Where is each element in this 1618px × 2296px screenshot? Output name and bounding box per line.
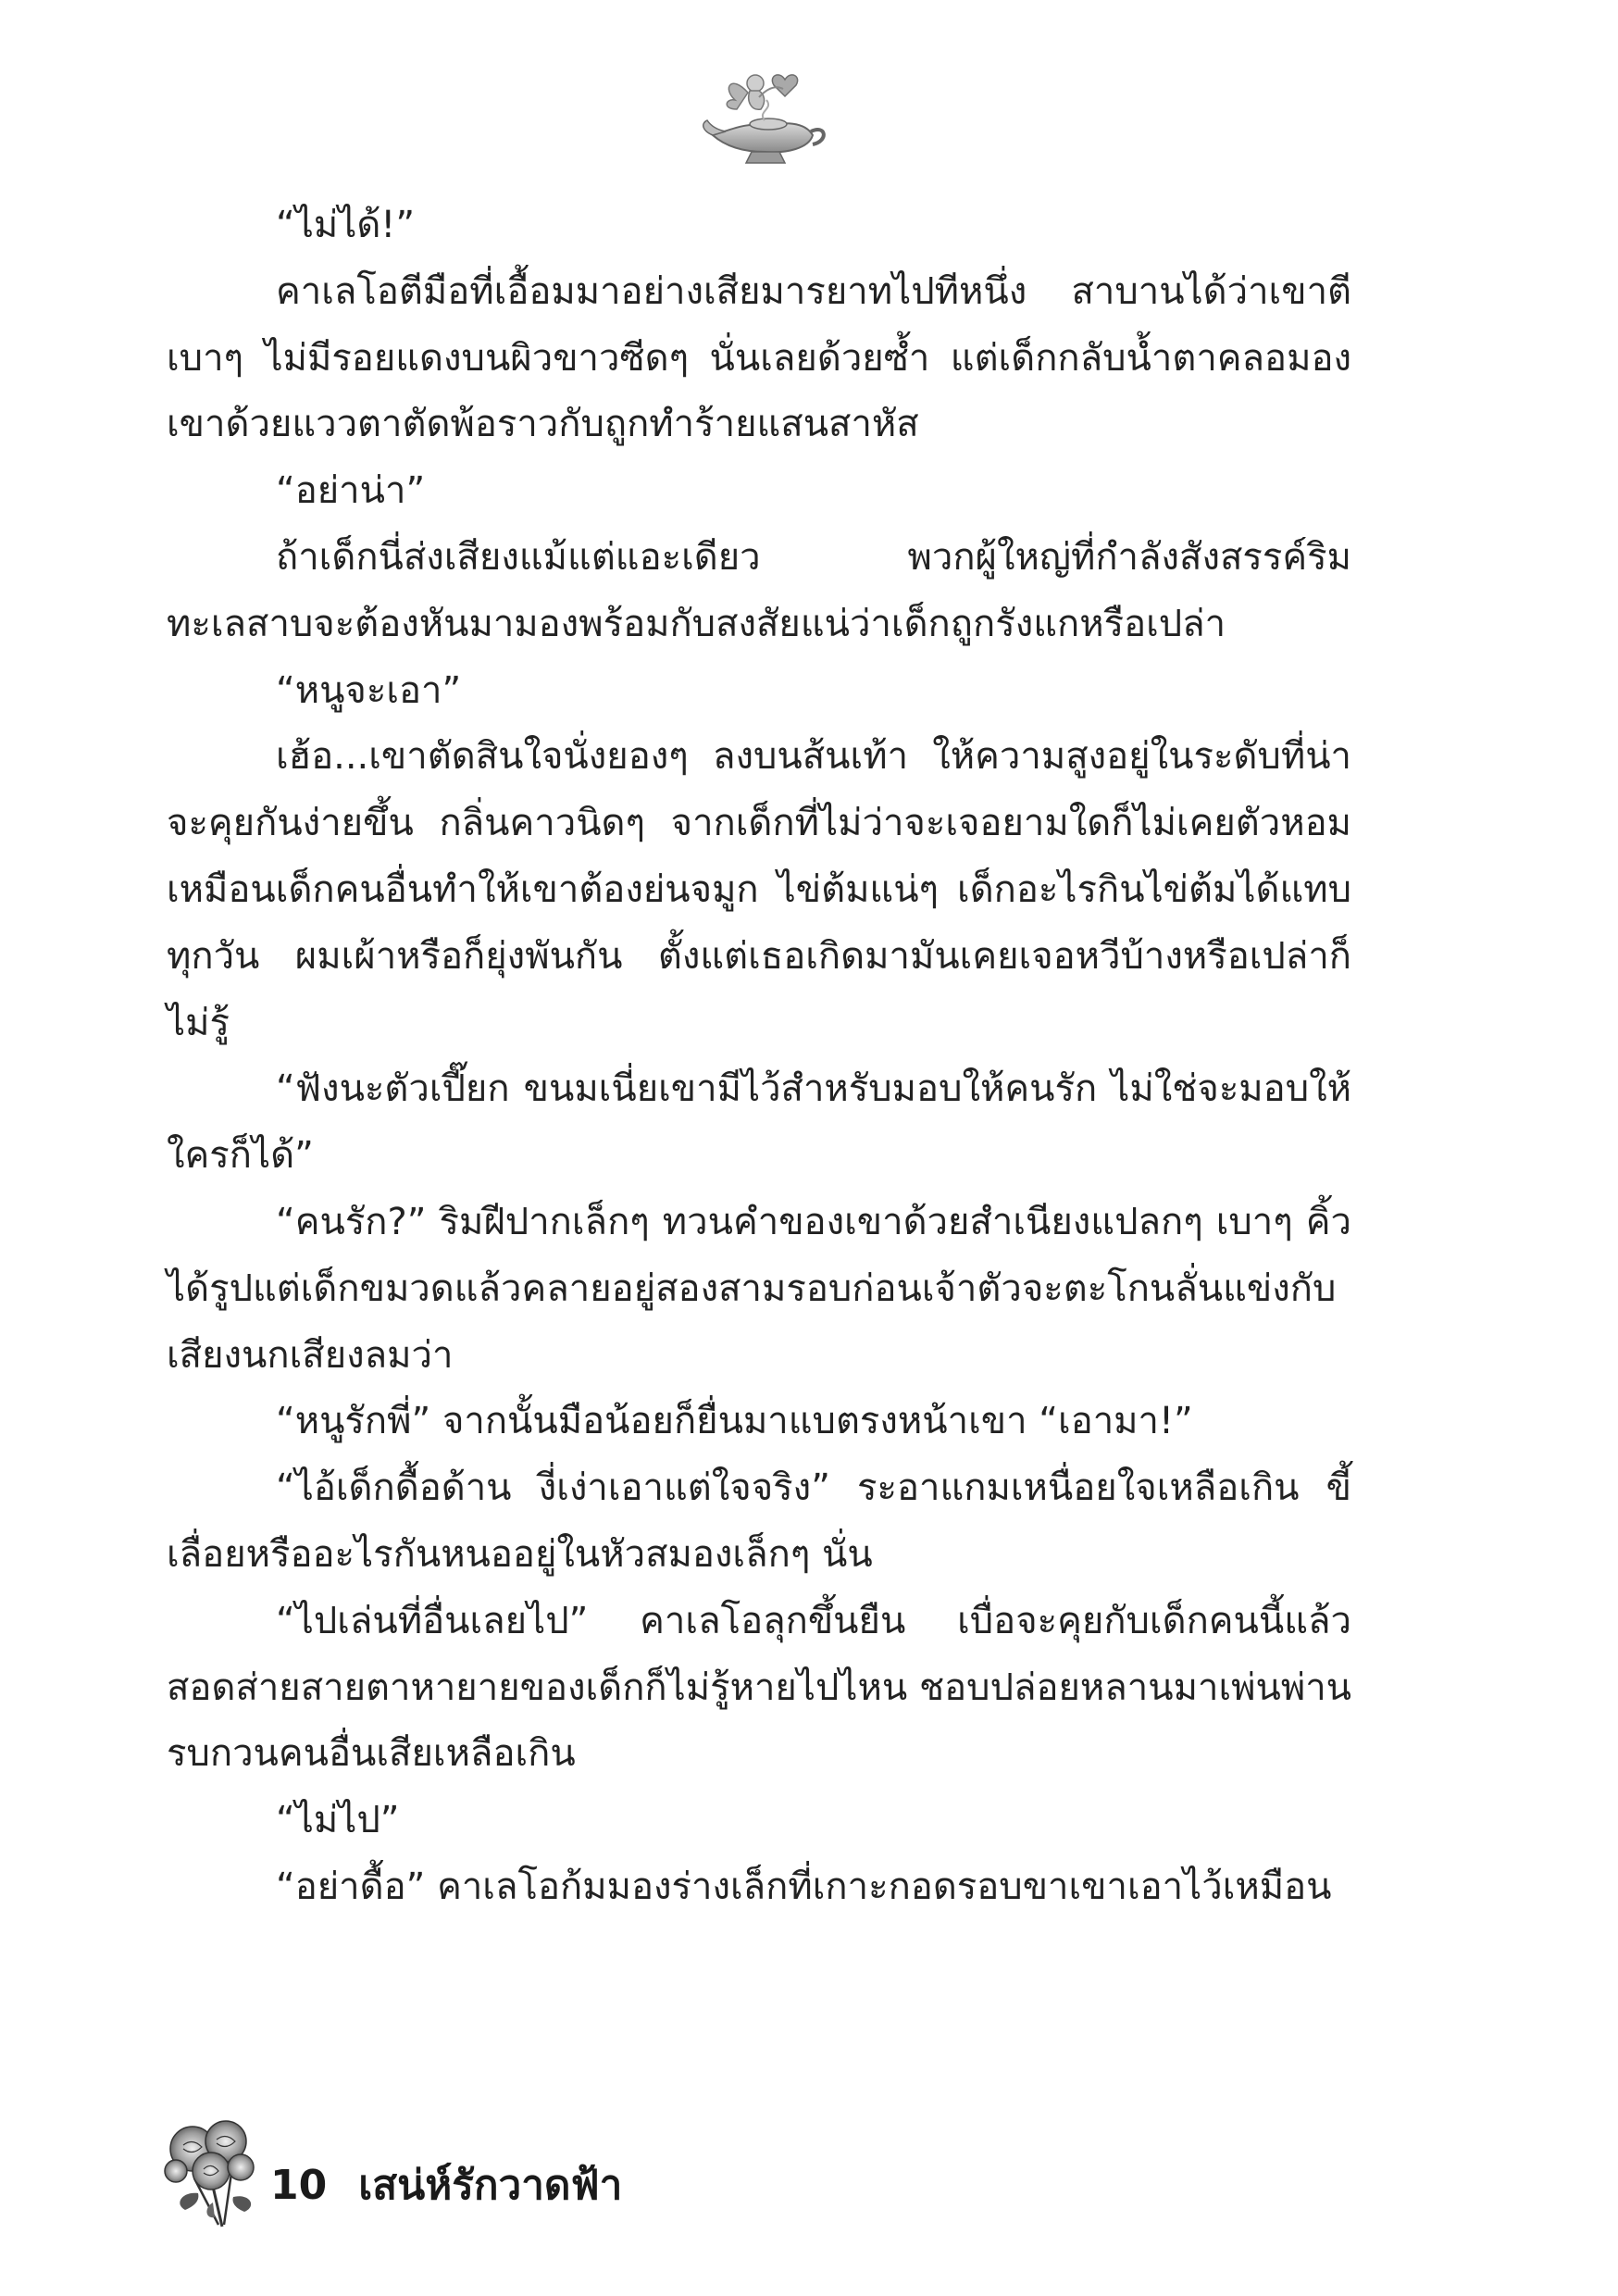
- paragraph: “หนูจะเอา”: [276, 668, 462, 712]
- paragraph: “หนูรักพี่” จากนั้นมือน้อยก็ยื่นมาแบตรงหน้าเขา “เอามา!”: [276, 1400, 1193, 1443]
- book-title: เสน่ห์รักวาดฟ้า: [358, 2162, 623, 2209]
- paragraph: “คนรัก?” ริมฝีปากเล็กๆ ทวนคำของเขาด้วยสำเนียงแปลกๆ เบาๆ คิ้วได้รูปแต่เด็กขมวดแล้วคลายอยู่สองสามรอบก่อนเจ้าตัวจะตะโกนลั่นแข่งกับเสียงนกเสียงลมว่า: [167, 1200, 1351, 1377]
- paragraph: “ไม่ไป”: [276, 1799, 400, 1842]
- paragraph: คาเลโอตีมือที่เอื้อมมาอย่างเสียมารยาทไปทีหนึ่ง สาบานได้ว่าเขาตีเบาๆ ไม่มีรอยแดงบนผิวขาวซีดๆ นั่นเลยด้วยซ้ำ แต่เด็กกลับน้ำตาคลอมองเขาด้วยแววตาตัดพ้อราวกับถูกทำร้ายแสนสาหัส: [167, 269, 1351, 446]
- paragraph: “อย่าน่า”: [276, 469, 426, 513]
- paragraph: ถ้าเด็กนี่ส่งเสียงแม้แต่แอะเดียว พวกผู้ใหญ่ที่กำลังสังสรรค์ริมทะเลสาบจะต้องหันมามองพร้อมกับสงสัยแน่ว่าเด็กถูกรังแกหรือเปล่า: [167, 535, 1351, 645]
- paragraph: “อย่าดื้อ” คาเลโอก้มมองร่างเล็กที่เกาะกอดรอบขาเขาเอาไว้เหมือน: [276, 1865, 1332, 1908]
- paragraph: “ฟังนะตัวเปี๊ยก ขนมเนี่ยเขามีไว้สำหรับมอบให้คนรัก ไม่ใช่จะมอบให้ใครก็ได้”: [167, 1067, 1351, 1178]
- paragraph: “ไม่ได้!”: [276, 204, 416, 246]
- page-footer: [157, 2111, 622, 2231]
- page-number: 10: [270, 2161, 328, 2209]
- body-text: [167, 193, 1351, 1921]
- paragraph: “ไปเล่นที่อื่นเลยไป” คาเลโอลุกขึ้นยืน เบื่อจะคุยกับเด็กคนนี้แล้ว สอดส่ายสายตาหายายของเด็กก็ไม่รู้หายไปไหน ชอบปล่อยหลานมาเพ่นพ่านรบกวนคนอื่นเสียเหลือเกิน: [167, 1599, 1351, 1776]
- lamp-with-cupid-icon: [694, 56, 833, 176]
- paragraph: “ไอ้เด็กดื้อด้าน งี่เง่าเอาแต่ใจจริง” ระอาแกมเหนื่อยใจเหลือเกิน ขี้เลื่อยหรืออะไรกันหนออยู่ในหัวสมองเล็กๆ นั่น: [167, 1466, 1351, 1576]
- paragraph: เฮ้อ...เขาตัดสินใจนั่งยองๆ ลงบนส้นเท้า ให้ความสูงอยู่ในระดับที่น่าจะคุยกันง่ายขึ้น กลิ่นคาวนิดๆ จากเด็กที่ไม่ว่าจะเจอยามใดก็ไม่เคยตัวหอมเหมือนเด็กคนอื่นทำให้เขาต้องย่นจมูก ไข่ต้มแน่ๆ เด็กอะไรกินไข่ต้มได้แทบทุกวัน ผมเผ้าหรือก็ยุ่งพันกัน ตั้งแต่เธอเกิดมามันเคยเจอหวีบ้างหรือเปล่าก็ไม่รู้: [167, 735, 1351, 1044]
- flower-bouquet-icon: [157, 2114, 268, 2229]
